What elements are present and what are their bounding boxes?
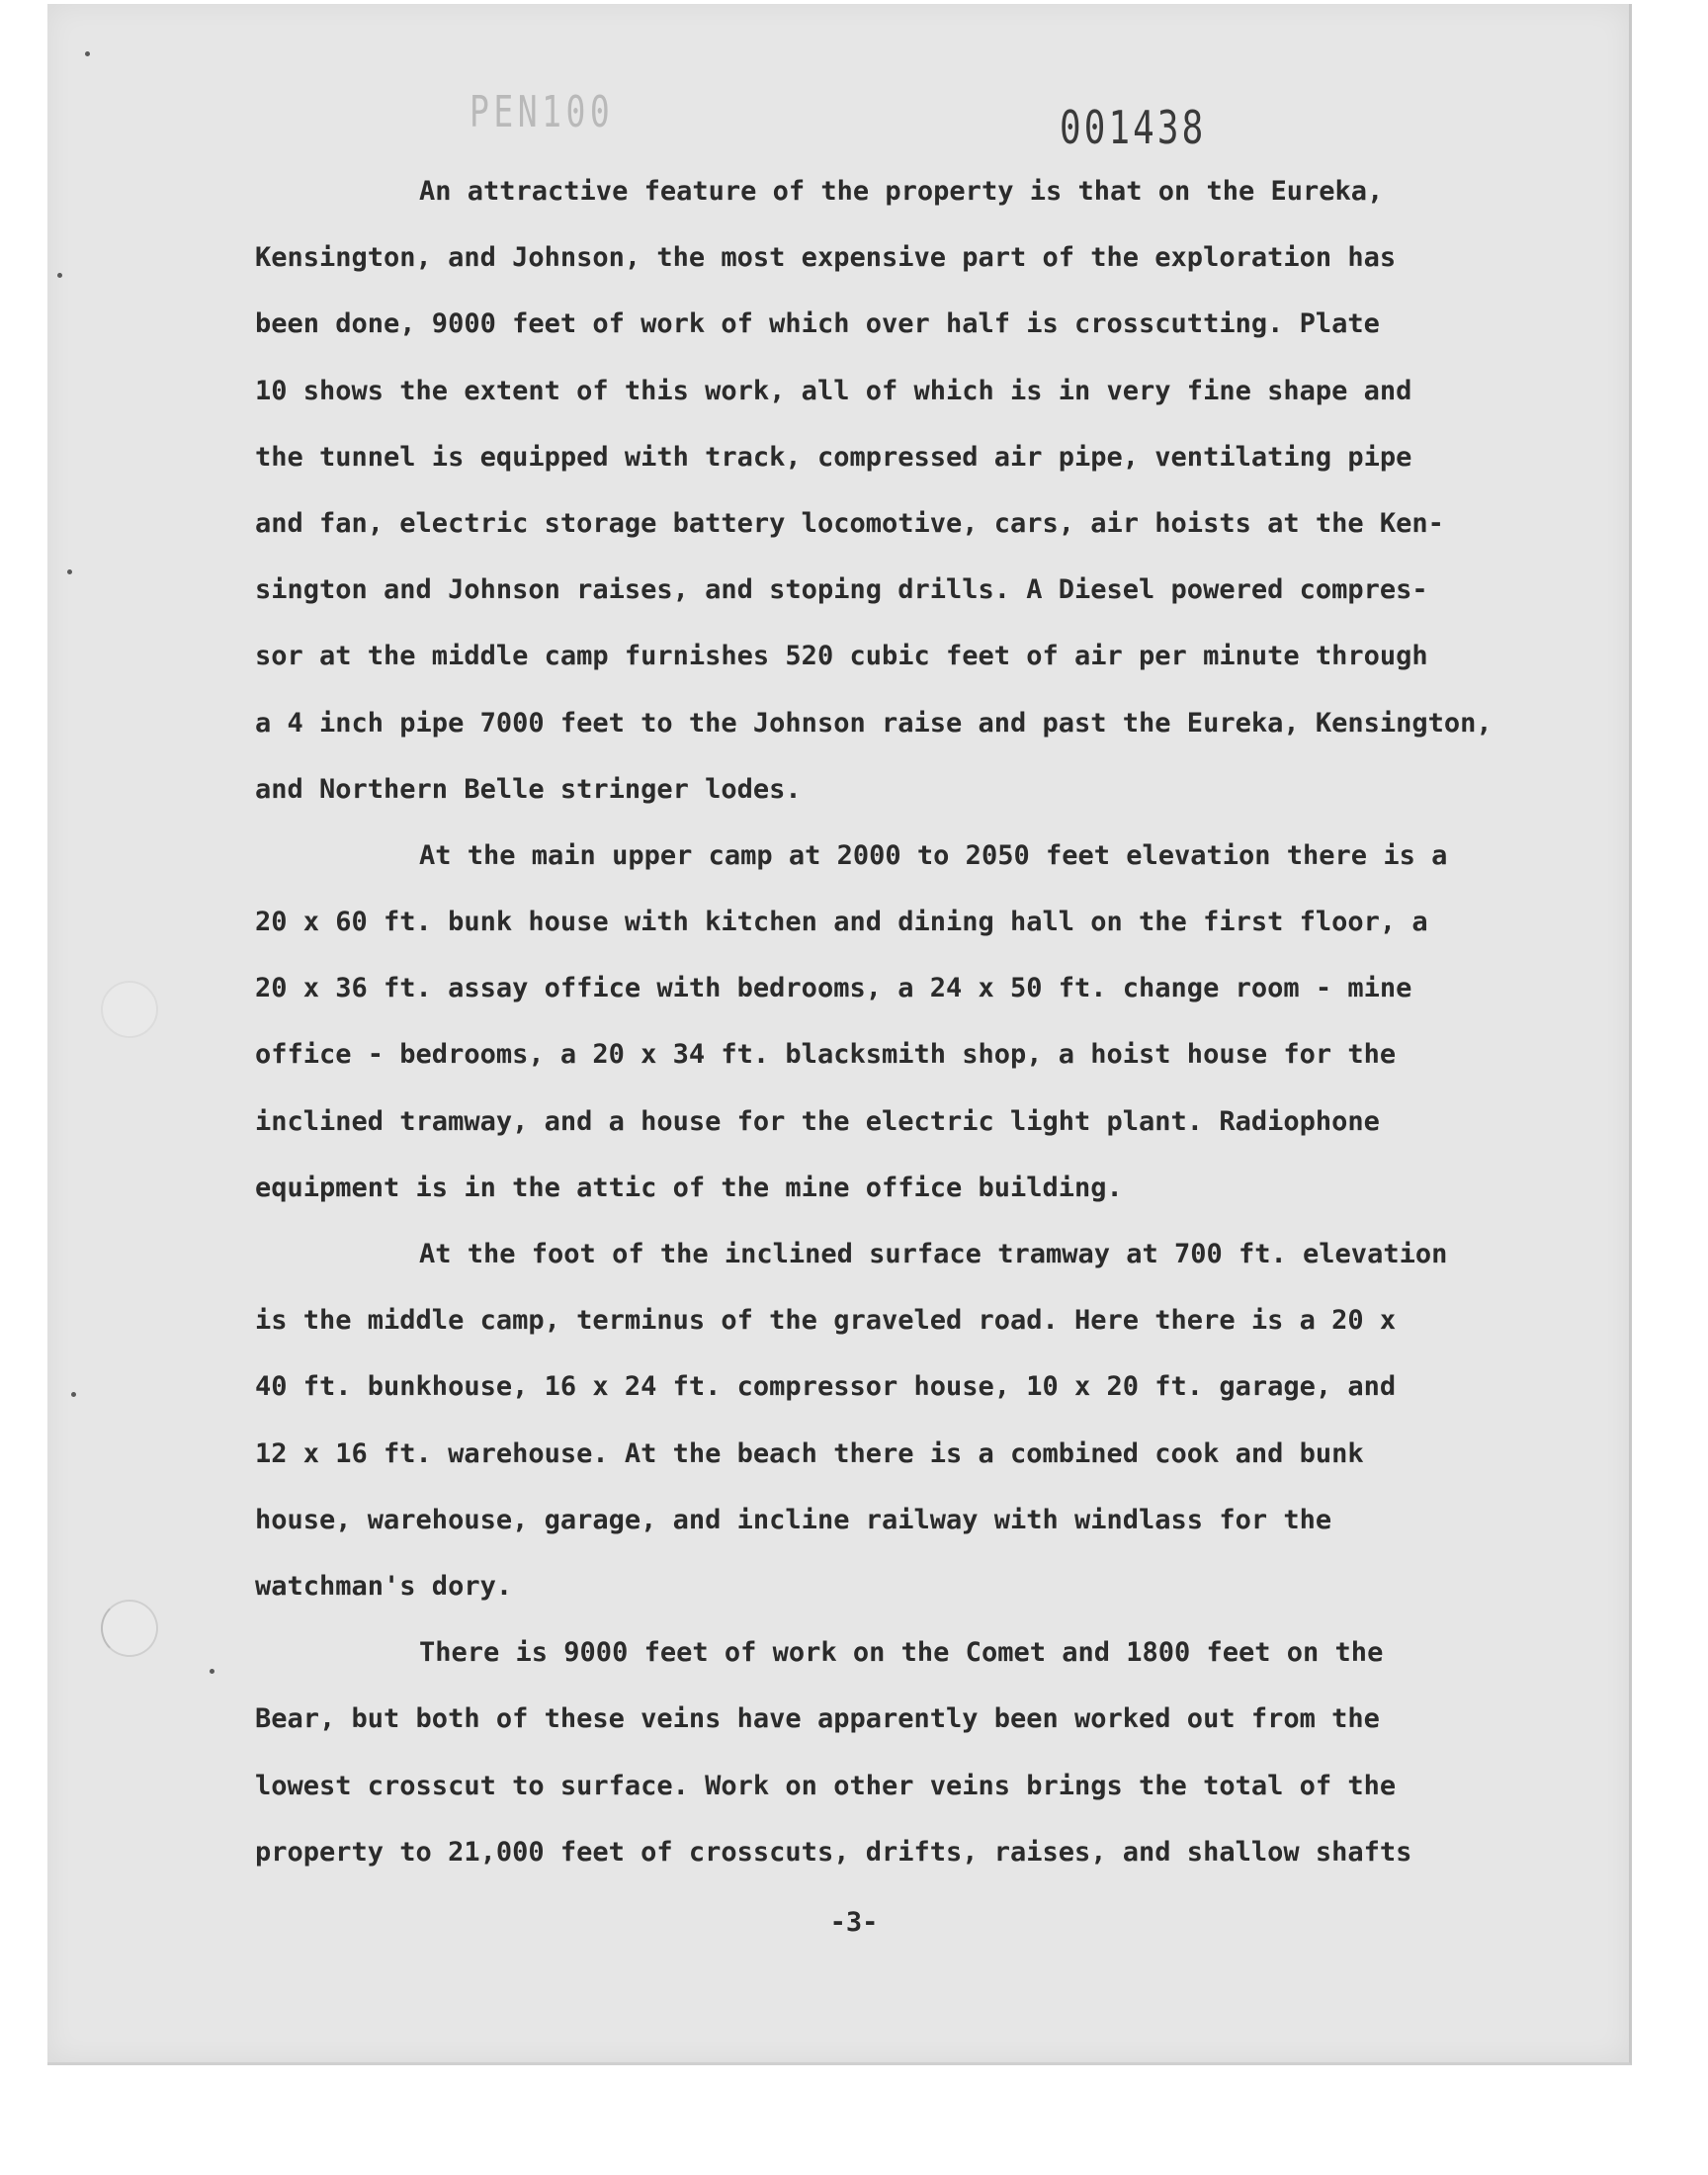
text-line: office - bedrooms, a 20 x 34 ft. blacksmith shop, a hoist house for the	[255, 1039, 1397, 1071]
text-line: and Northern Belle stringer lodes.	[255, 773, 802, 805]
body-text	[255, 158, 1540, 1885]
text-line: and fan, electric storage battery locomotive, cars, air hoists at the Ken-	[255, 507, 1444, 539]
text-line: sington and Johnson raises, and stoping drills. A Diesel powered compres-	[255, 574, 1428, 606]
document-number-stamp: 001438	[1060, 101, 1207, 154]
text-line: the tunnel is equipped with track, compressed air pipe, ventilating pipe	[255, 441, 1412, 473]
punch-hole-lower	[101, 1600, 158, 1657]
text-line: An attractive feature of the property is that on the Eureka,	[419, 176, 1384, 207]
text-line: 10 shows the extent of this work, all of which is in very fine shape and	[255, 375, 1412, 406]
text-line: sor at the middle camp furnishes 520 cubic feet of air per minute through	[255, 641, 1428, 672]
text-line: watchman's dory.	[255, 1570, 513, 1602]
faint-stamp: PEN100	[470, 87, 615, 137]
scan-speck	[67, 569, 72, 574]
text-line: 12 x 16 ft. warehouse. At the beach there is a combined cook and bunk	[255, 1437, 1364, 1469]
text-line: At the foot of the inclined surface tramway at 700 ft. elevation	[419, 1239, 1448, 1269]
punch-hole-upper	[101, 981, 158, 1038]
text-line: inclined tramway, and a house for the electric light plant. Radiophone	[255, 1105, 1380, 1137]
text-line: lowest crosscut to surface. Work on other veins brings the total of the	[255, 1770, 1397, 1801]
text-line: is the middle camp, terminus of the graveled road. Here there is a 20 x	[255, 1305, 1397, 1337]
text-line: 20 x 36 ft. assay office with bedrooms, a 24 x 50 ft. change room - mine	[255, 973, 1412, 1004]
text-line: 40 ft. bunkhouse, 16 x 24 ft. compressor house, 10 x 20 ft. garage, and	[255, 1371, 1397, 1403]
text-line: equipment is in the attic of the mine office building.	[255, 1172, 1123, 1203]
scan-speck	[57, 273, 62, 278]
text-line: a 4 inch pipe 7000 feet to the Johnson raise and past the Eureka, Kensington,	[255, 707, 1493, 739]
scan-speck	[210, 1669, 214, 1674]
scan-speck	[71, 1392, 76, 1397]
text-line: property to 21,000 feet of crosscuts, drifts, raises, and shallow shafts	[255, 1836, 1412, 1868]
text-line: There is 9000 feet of work on the Comet and 1800 feet on the	[419, 1637, 1384, 1669]
text-line: 20 x 60 ft. bunk house with kitchen and dining hall on the first floor, a	[255, 907, 1428, 938]
text-line: been done, 9000 feet of work of which over half is crosscutting. Plate	[255, 308, 1380, 340]
scan-speck	[85, 51, 90, 56]
page-number: -3-	[829, 1907, 879, 1938]
text-line: Bear, but both of these veins have apparently been worked out from the	[255, 1703, 1380, 1735]
text-line: At the main upper camp at 2000 to 2050 feet elevation there is a	[419, 839, 1448, 871]
text-line: house, warehouse, garage, and incline railway with windlass for the	[255, 1504, 1332, 1535]
text-line: Kensington, and Johnson, the most expensive part of the exploration has	[255, 242, 1397, 274]
